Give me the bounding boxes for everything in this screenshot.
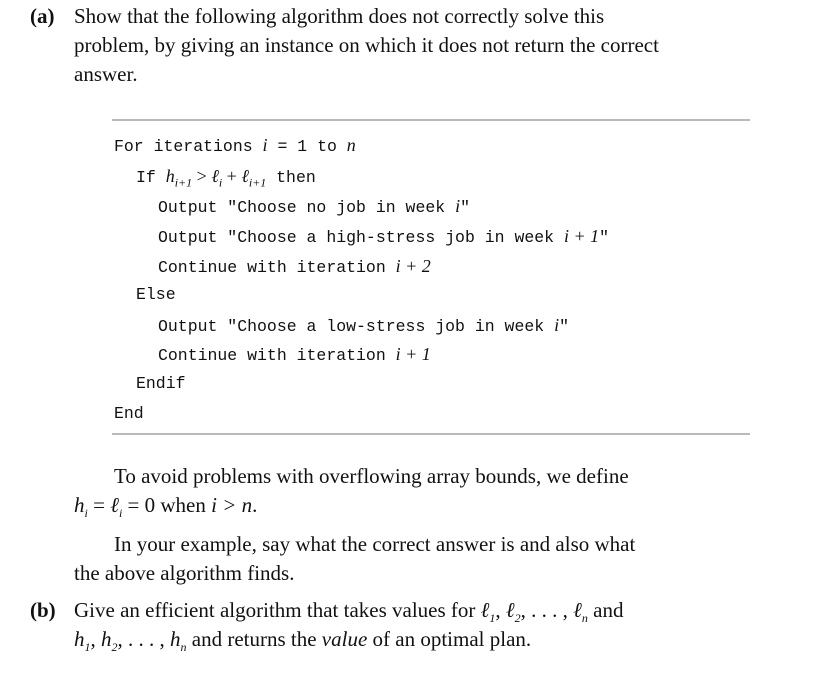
part-b-line-2: $h_1$, $h_2$, . . . , $h_n$ and returns the value of an optimal plan. xyxy=(74,627,532,655)
algo-continue-1: Continue with iteration i + 1 xyxy=(158,344,431,365)
part-a-line-3: answer. xyxy=(74,62,138,86)
algorithm-top-rule xyxy=(112,119,750,121)
algo-continue-2: Continue with iteration i + 2 xyxy=(158,256,431,277)
algo-for-line: For iterations i = 1 to n xyxy=(114,135,356,156)
note-bounds-line-1: To avoid problems with overflowing array bounds, we define xyxy=(114,464,629,488)
algorithm-bottom-rule xyxy=(112,433,750,435)
part-b-label: (b) xyxy=(30,598,56,622)
part-a-line-2: problem, by giving an instance on which it does not return the correct xyxy=(74,33,659,57)
algo-output-low-stress: Output "Choose a low-stress job in week i" xyxy=(158,315,569,336)
algo-output-high-stress: Output "Choose a high-stress job in week i + 1" xyxy=(158,226,610,247)
algo-output-no-job: Output "Choose no job in week i" xyxy=(158,196,470,217)
algo-if-line: If $h_{i+1}$ > ℓ$_i$ + ℓ$_{i+1}$ then xyxy=(136,166,316,190)
note-bounds-line-2: $h_i$ = ℓ$_i$ = 0 when i > n. xyxy=(74,493,258,521)
algo-end: End xyxy=(114,404,144,423)
part-b-line-1: Give an efficient algorithm that takes values for ℓ$_1$, ℓ$_2$, . . . , ℓ$_n$ and xyxy=(74,598,624,626)
algo-endif: Endif xyxy=(136,374,186,393)
note-example-line-2: the above algorithm finds. xyxy=(74,561,295,585)
note-example-line-1: In your example, say what the correct answer is and also what xyxy=(114,532,636,556)
part-a-label: (a) xyxy=(30,4,55,28)
part-a-line-1: Show that the following algorithm does not correctly solve this xyxy=(74,4,605,28)
algo-else: Else xyxy=(136,285,176,304)
